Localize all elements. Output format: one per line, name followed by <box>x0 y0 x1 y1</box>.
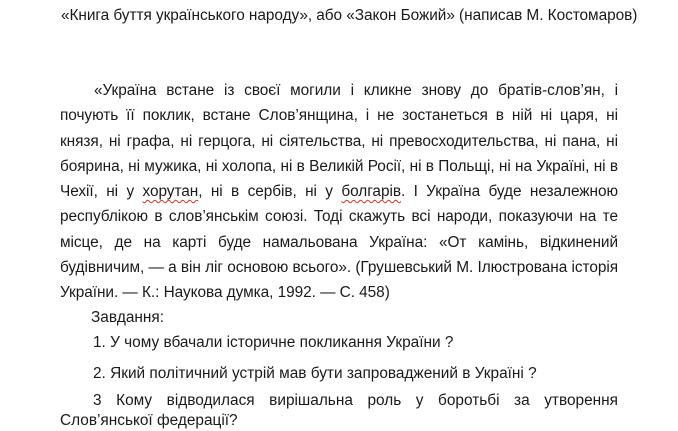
question-2: 2. Який політичний устрій мав бути запроваджений в Україні ? <box>93 365 537 382</box>
document-heading: «Книга буття українського народу», або «Закон Божий» (написав М. Костомаров) <box>61 7 638 24</box>
quote-paragraph <box>60 78 618 306</box>
question-3: 3 Кому відводилася вирішальна роль у боротьбі за утворення Слов’янської федерації? <box>60 392 618 429</box>
quote-text-part-1: «Україна встане із своєї могили і кликне знову до братів-слов’ян, і почують її поклик, встане Слов’янщина, і не зостанеться в ній ні царя, ні князя, ні графа, ні герцога, ні сіятельства, ні превосходительства, ні пана, ні боярина, ні мужика, ні холопа, ні в Великій Росії, ні в Польщі, ні на Україні, ні в Чехії, ні у <box>60 82 618 201</box>
quote-text-part-3: . І Україна буде незалежною республікою в слов’янськім союзі. Тоді скажуть всі народи, показуючи на те місце, де на карті буде намальована Україна: «От камінь, відкинений будівничим, — а він ліг основою всього». (Грушевський М. Ілюстрована історія України. — К.: Наукова думка, 1992. — С. 458) <box>60 183 618 302</box>
spellcheck-marked-word[interactable]: хорутан <box>142 183 199 201</box>
spellcheck-marked-word[interactable]: болгарів <box>341 183 401 201</box>
tasks-title: Завдання: <box>91 309 165 326</box>
quote-text-part-2: , ні в сербів, ні у <box>198 183 342 201</box>
question-1: 1. У чому вбачали історичне покликання України ? <box>93 334 454 351</box>
